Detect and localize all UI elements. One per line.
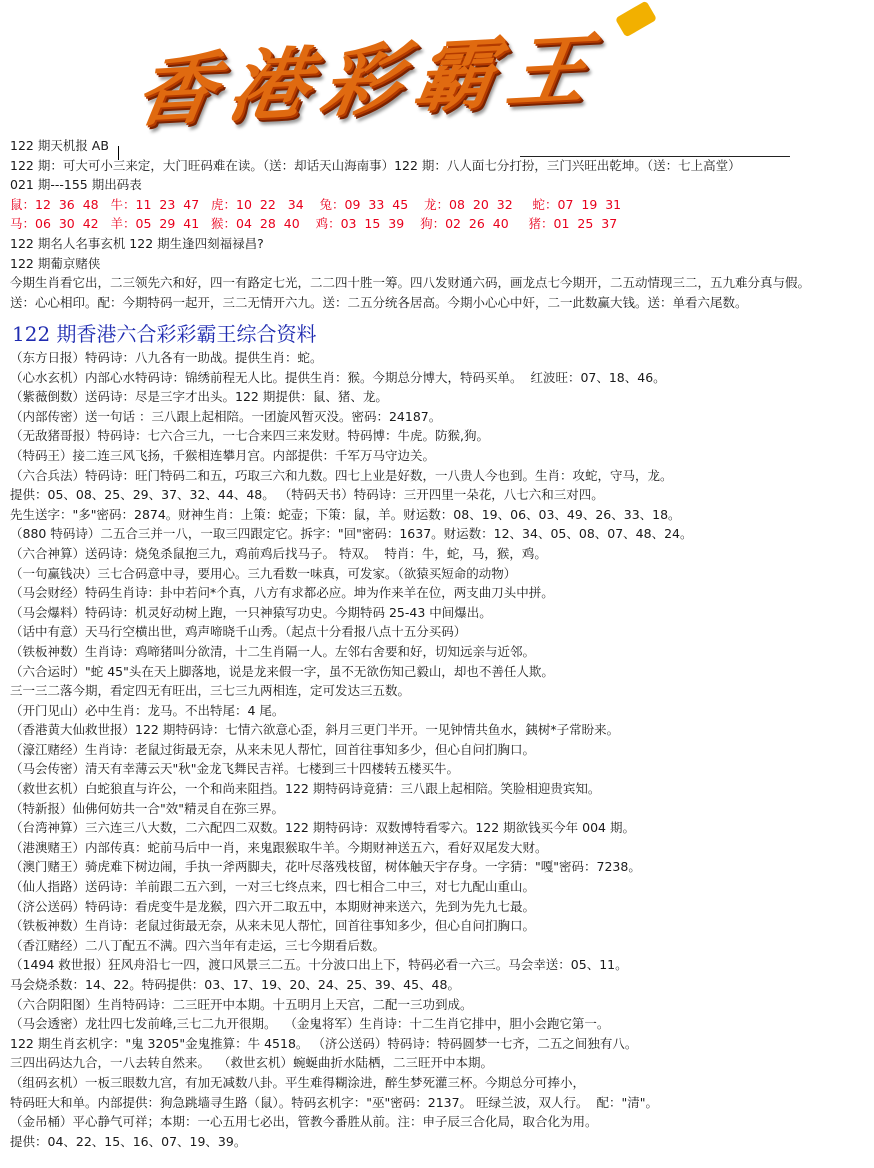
body-line: （马会爆料）特码诗：机灵好动树上跑，一只神猿写功史。今期特码 25-43 中间爆出。 xyxy=(10,604,492,620)
body-line: （濠江赌经）生肖诗：老鼠过街最无奈，从来未见人帮忙，回首往事知多少，但心自问扪胸口。 xyxy=(10,741,536,757)
body-line: （话中有意）天马行空横出世，鸡声啼晓千山秀。（起点十分看报八点十五分买码） xyxy=(10,624,467,640)
body-line: （880 特码诗）二五合三并一八，一取三四跟定它。拆字："回"密码：1637。财运数：12、34、05、08、07、48、24。 xyxy=(10,526,693,542)
body-line: （澳门赌王）骑虎难下树边闹，手执一斧两脚夫，花叶尽落残枝留，树体触天宇存身。一字猜："嘎"密码：7238。 xyxy=(10,859,641,875)
body-line: （心水玄机）内部心水特码诗：锦绣前程无人比。提供生肖：猴。今期总分博大，特码买单。 红波旺：07、18、46。 xyxy=(10,369,666,385)
body-line: 先生送字："多"密码：2874。财神生肖：上策：蛇壶；下策：鼠，羊。财运数：08、19、06、03、49、26、33、18。 xyxy=(10,506,681,522)
mid-line: 今期生肖看它出，二三领先六和好，四一有路定七光，二二四十胜一筹。四八发财通六码，画龙点七今期开，二五动情现三二，五九难分真与假。 xyxy=(10,275,811,291)
body-line: （特码王）接二连三风飞扬，千猴相连攀月宫。内部提供：千军万马守边关。 xyxy=(10,447,436,463)
body-line: （马会传密）清天有幸薄云天"秋"金龙飞舞民吉祥。七楼到三十四楼转五楼买牛。 xyxy=(10,761,460,777)
body-line: （东方日报）特码诗：八九各有一助战。提供生肖：蛇。 xyxy=(10,350,323,365)
body-line: 122 期生肖玄机字："鬼 3205"金鬼推算：牛 4518。 （济公送码）特码诗：特码圆梦一七齐，二五之间独有八。 xyxy=(10,1035,638,1051)
body-line: （铁板神数）生肖诗：鸡啼猪叫分欲清，十二生肖隔一人。左邻右舍要和好，切知远亲与近邻。 xyxy=(10,643,536,659)
body-line: （六合神算）送码诗：烧兔杀鼠抱三九，鸡前鸡后找马子。 特双。 特肖：牛，蛇，马，猴，鸡。 xyxy=(10,545,547,561)
body-line: （港澳赌王）内部传真：蛇前马后中一肖，来鬼跟猴取牛羊。今期财神送五六，看好双尾发大财。 xyxy=(10,839,548,855)
header-line: 122 期天机报 AB xyxy=(10,138,109,153)
body-line: （六合兵法）特码诗：旺门特码二和五，巧取三六和九数。四七上业是好数，一八贵人今也到。生肖：攻蛇，守马，龙。 xyxy=(10,467,673,483)
body-line: 三一三二落今期，看定四无有旺出，三七三九两相连，定可发达三五数。 xyxy=(10,683,411,699)
body-line: （组码玄机）一板三眼数九宫，有加无减数八卦。平生难得糊涂进，醉生梦死灌三杯。今期总分可捧小， xyxy=(10,1074,586,1090)
section-headline: 122 期香港六合彩彩霸王综合资料 xyxy=(12,322,317,346)
body-line: 特码旺大和单。内部提供：狗急跳墙寻生路（鼠）。特码玄机字："巫"密码：2137。 旺绿兰波，双人行。 配："清"。 xyxy=(10,1094,658,1110)
body-line: （1494 救世报）狂风舟沿七一四，渡口风景三二五。十分波口出上下，特码必看一六三。马会幸送：05、11。 xyxy=(10,957,628,973)
zodiac-line: 鼠：12 36 48 牛：11 23 47 虎：10 22 34 兔：09 33 45 龙：08 20 32 蛇：07 19 31 xyxy=(10,196,622,212)
body-line: （无敌猪哥报）特码诗：七六合三九，一七合来四三来发财。特码博：牛虎。防猴,狗。 xyxy=(10,428,489,444)
body-line: （特新报）仙佛何妨共一合"效"精灵自在弥三界。 xyxy=(10,800,284,816)
body-block xyxy=(10,348,870,1151)
header-block xyxy=(10,136,870,312)
body-line: （六合运时）"蛇 45"头在天上脚落地，说是龙来假一字，虽不无欲伤知己毅山，却也不善任人欺。 xyxy=(10,663,554,679)
banner-flash-icon xyxy=(615,0,657,37)
header-line: 021 期---155 期出码表 xyxy=(10,177,142,193)
banner xyxy=(0,0,874,138)
body-line: （一句赢钱决）三七合码意中寻，要用心。三九看数一味真，可发家。（欲猿买短命的动物） xyxy=(10,565,517,581)
body-line: （马会财经）特码生肖诗：卦中若问*个真，八方有求都必应。坤为作来羊在位，两支曲刀头中拼。 xyxy=(10,585,554,601)
body-line: （六合阴阳图）生肖特码诗：二三旺开中本期。十五明月上天宫，二配一三功到成。 xyxy=(10,996,473,1012)
body-line: （铁板神数）生肖诗：老鼠过街最无奈，从来未见人帮忙，回首往事知多少，但心自问扪胸口。 xyxy=(10,918,536,934)
header-line: 122 期：可大可小三来定，大门旺码难在读。（送：却话天山海南事）122 期：八人面七分打扮，三门兴旺出乾坤。（送：七上高堂） xyxy=(10,157,741,173)
body-line: （台湾神算）三六连三八大数，二六配四二双数。122 期特码诗：双数博特看零六。122 期欲钱买今年 004 期。 xyxy=(10,820,635,836)
body-line: （金吊桶）平心静气可祥；本期：一心五用七必出，管教今番胜从前。注：申子辰三合化局，取合化为用。 xyxy=(10,1114,598,1130)
body-line: （内部传密）送一句话 ：三八跟上起相陪。一团旋风暂灭没。密码：24187。 xyxy=(10,408,442,424)
mid-line: 送：心心相印。配：今期特码一起开，三二无情开六九。送：二五分统各居高。今期小心心中奸，二一此数赢大钱。送：单看六尾数。 xyxy=(10,294,748,310)
mid-line: 122 期葡京赌侠 xyxy=(10,255,101,271)
banner-title: 香港彩霸王 xyxy=(129,23,609,138)
body-line: 三四出码达九合，一八去转自然来。 （救世玄机）蜿蜒曲折水陆栖，二三旺开中本期。 xyxy=(10,1055,493,1071)
zodiac-line: 马：06 30 42 羊：05 29 41 猴：04 28 40 鸡：03 15 39 狗：02 26 40 猪：01 25 37 xyxy=(10,216,618,232)
body-line: （仙人指路）送码诗：羊前跟二五六到，一对三七终点来，四七相合二中三，对七九配山重山。 xyxy=(10,879,536,895)
mid-line: 122 期名人名事玄机 122 期生逢四刻福禄昌? xyxy=(10,235,264,251)
body-line: （香港黄大仙救世报）122 期特码诗：七情六欲意心歪，斜月三更门半开。一见钟情共鱼水，銕树*子常盼来。 xyxy=(10,722,620,738)
body-line: （紫薇倒数）送码诗：尽是三字才出头。122 期提供：鼠、猪、龙。 xyxy=(10,389,388,405)
body-line: 马会烧杀数：14、22。特码提供：03、17、19、20、24、25、39、45、48。 xyxy=(10,977,460,992)
body-line: 提供：04、22、15、16、07、19、39。 xyxy=(10,1133,247,1149)
body-line: （马会透密）龙壮四七发前峰,三七二九开很期。 （金鬼将军）生肖诗：十二生肖它排中，胆小会跑它第一。 xyxy=(10,1016,610,1032)
body-line: （救世玄机）白蛇狼直与许公，一个和尚来阻挡。122 期特码诗竟猜：三八跟上起相陪。笑脸相迎贵宾知。 xyxy=(10,781,601,797)
body-line: （香江赌经）二八丁配五不满。四六当年有走运，三七今期看后数。 xyxy=(10,937,386,953)
body-line: 提供：05、08、25、29、37、32、44、48。 （特码天书）特码诗：三开四里一朵花，八七六和三对四。 xyxy=(10,487,604,503)
body-line: （济公送码）特码诗：看虎变牛是龙猴，四六开二取五中，本期财神来送六，先到为先九七最。 xyxy=(10,898,536,914)
body-line: （开门见山）必中生肖：龙马。不出特尾：4 尾。 xyxy=(10,702,285,718)
